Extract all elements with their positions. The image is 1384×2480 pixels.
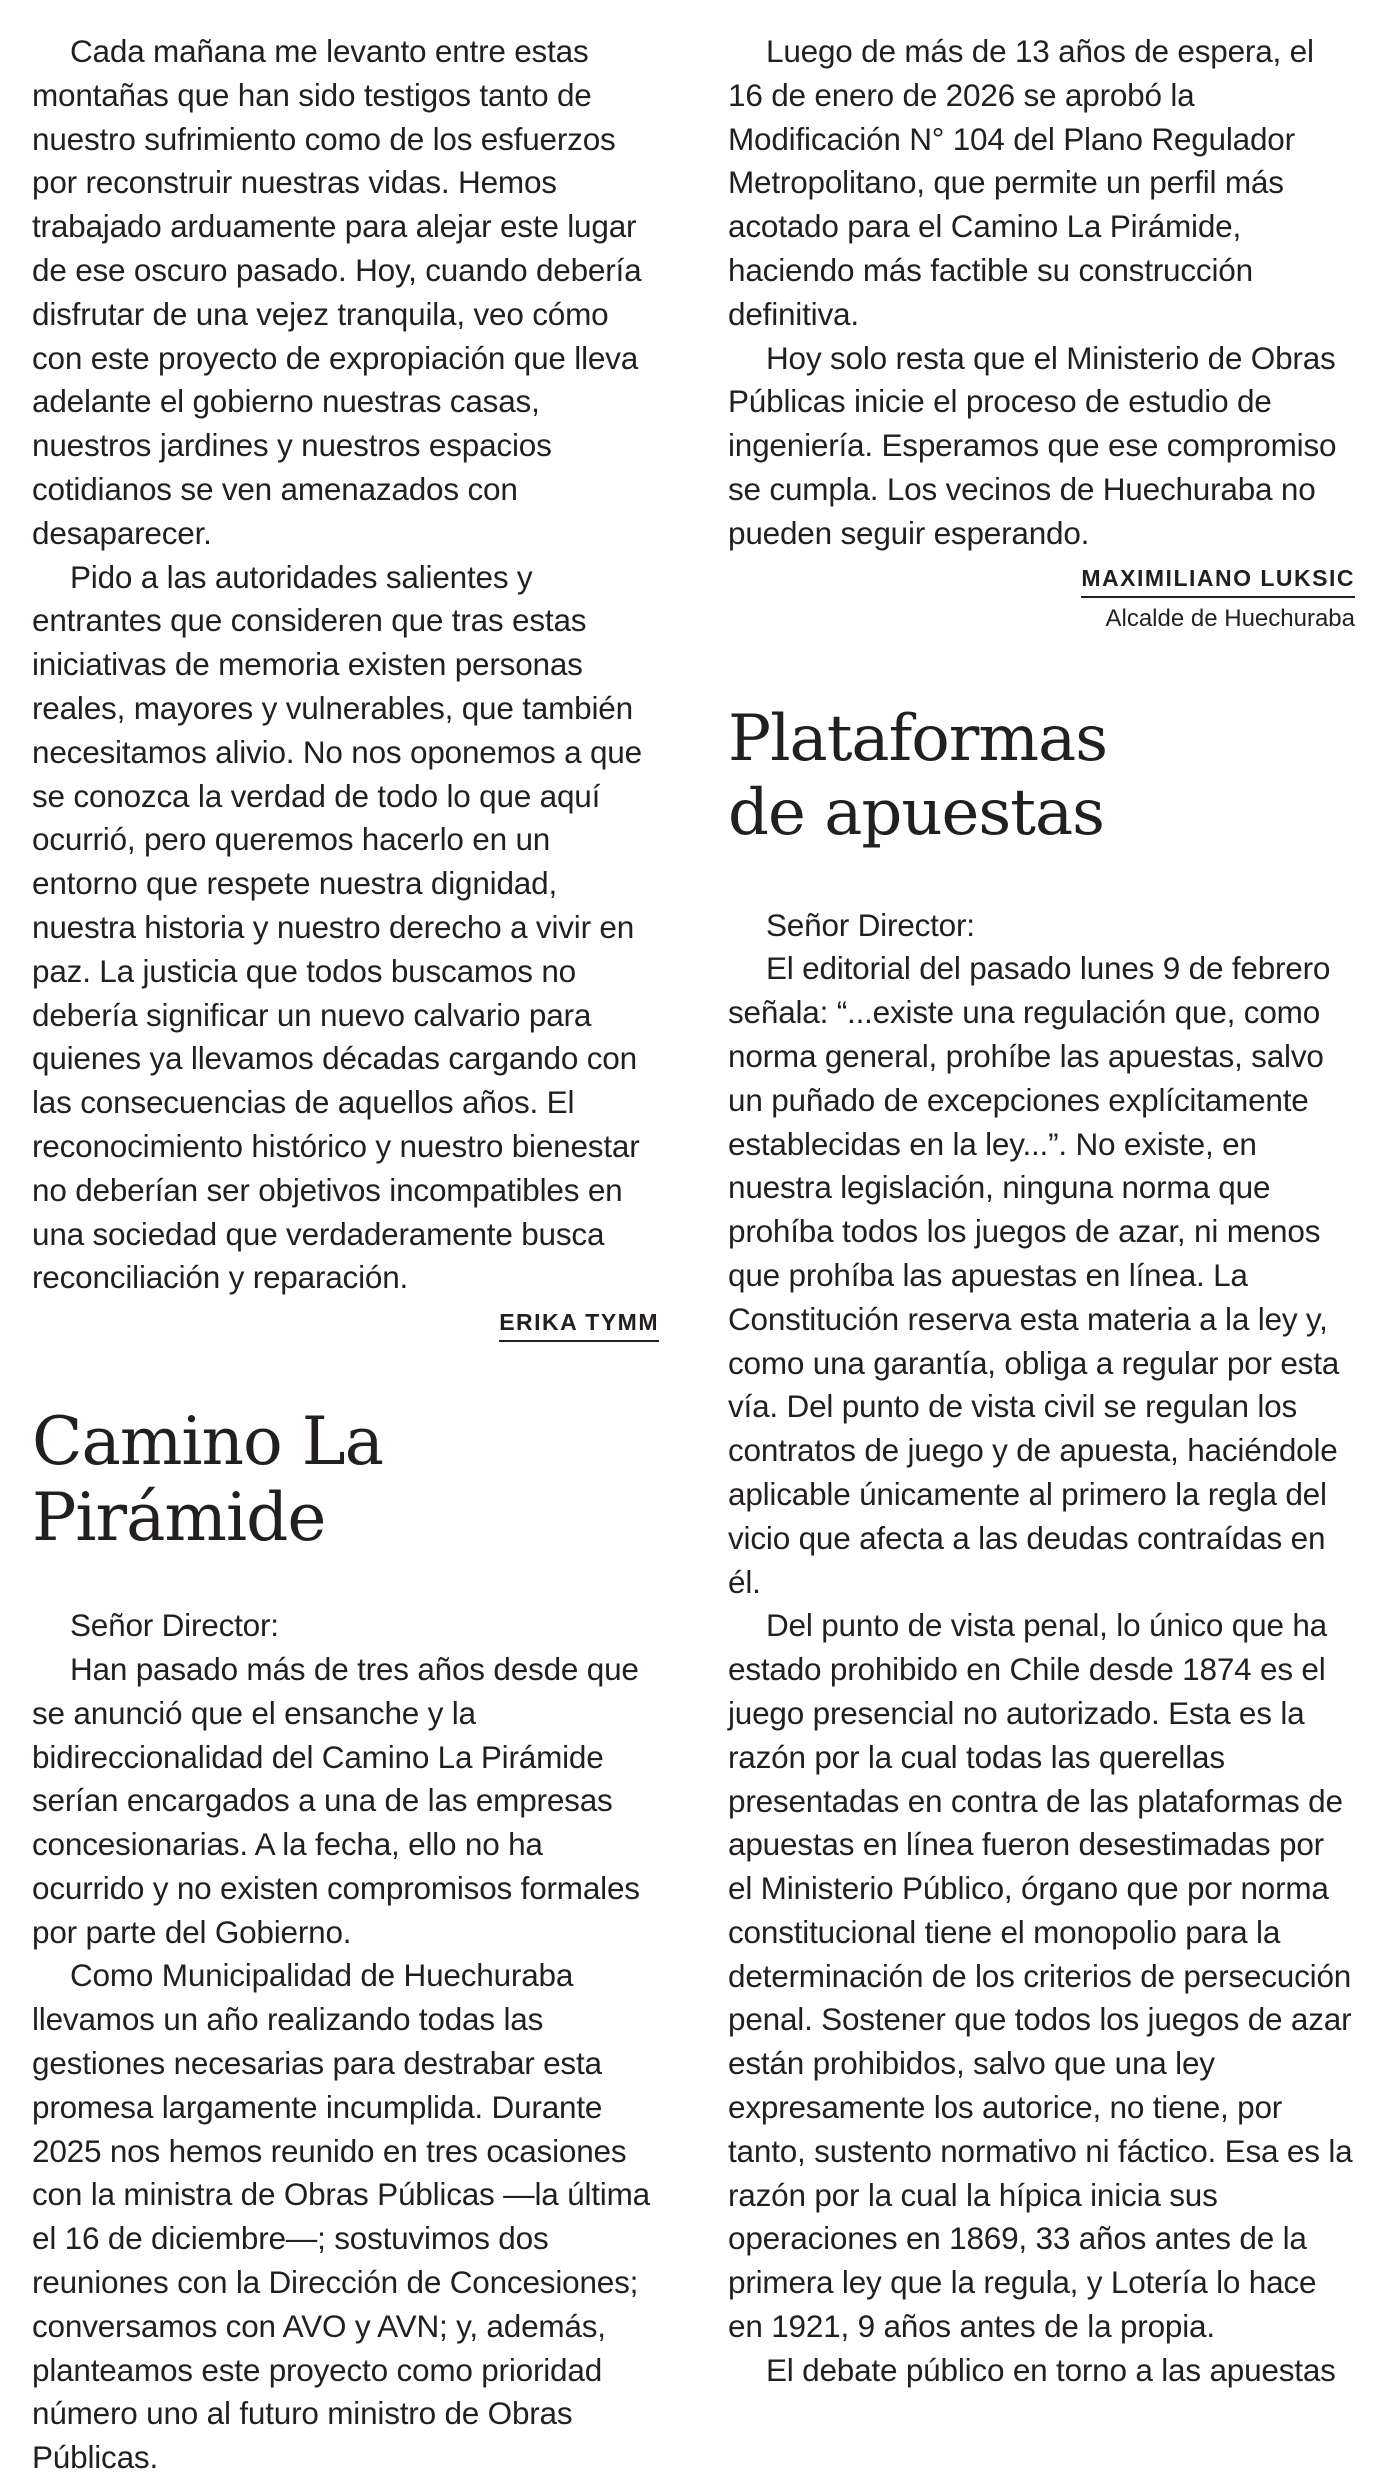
letter-salutation: Señor Director: (766, 906, 975, 943)
letter-paragraph: Hoy solo resta que el Ministerio de Obras Públicas inicie el proceso de estudio de ingeniería. Esperamos que ese compromiso se cumpla. Los vecinos de Huechuraba no pueden seguir esperando. (728, 339, 1337, 551)
letter-signature (32, 1306, 659, 1342)
right-column (728, 30, 1355, 2393)
letter-paragraph: Cada mañana me levanto entre estas montañas que han sido testigos tanto de nuestro sufrimiento como de los esfuerzos por reconstruir nuestras vidas. Hemos trabajado arduamente para alejar este lugar de ese oscuro pasado. Hoy, cuando debería disfrutar de una vejez tranquila, veo cómo con este proyecto de expropiación que lleva adelante el gobierno nuestras casas, nuestros jardines y nuestros espacios cotidianos se ven amenazados con desaparecer. (32, 33, 642, 551)
letter-camino-la-piramide (32, 1404, 659, 2480)
letter-memoria (32, 30, 659, 1342)
letter-paragraph: Han pasado más de tres años desde que se anunció que el ensanche y la bidireccionalidad del Camino La Pirámide serían encargados a una de las empresas concesionarias. A la fecha, ello no ha ocurrido y no existen compromisos formales por parte del Gobierno. (32, 1650, 640, 1950)
headline-plataformas-de-apuestas (728, 702, 1355, 850)
letter-paragraph: El debate público en torno a las apuestas (766, 2351, 1336, 2388)
letter-paragraph: Del punto de vista penal, lo único que ha estado prohibido en Chile desde 1874 es el juego presencial no autorizado. Esta es la razón por la cual todas las querellas presentadas en contra de las plataformas de apuestas en línea fueron desestimadas por el Ministerio Público, órgano que por norma constitucional tiene el monopolio para la determinación de los criterios de persecución penal. Sostener que todos los juegos de azar están prohibidos, salvo que una ley expresamente los autorice, no tiene, por tanto, sustento normativo ni fáctico. Esa es la razón por la cual la hípica inicia sus operaciones en 1869, 33 años antes de la primera ley que la regula, y Lotería lo hace en 1921, 9 años antes de la propia. (728, 1607, 1353, 2345)
headline-camino-la-piramide: Camino La Pirámide (32, 1403, 383, 1557)
headline-line: Plataformas (728, 701, 1108, 776)
headline-line: de apuestas (728, 775, 1104, 850)
signature-name: ERIKA TYMM (499, 1306, 659, 1342)
letter-camino-la-piramide-continued (728, 30, 1355, 636)
letter-plataformas-de-apuestas (728, 702, 1355, 2393)
letter-paragraph: Como Municipalidad de Huechuraba llevamos un año realizando todas las gestiones necesarias para destrabar esta promesa largamente incumplida. Durante 2025 nos hemos reunido en tres ocasiones con la ministra de Obras Públicas —la última el 16 de diciembre—; sostuvimos dos reuniones con la Dirección de Concesiones; conversamos con AVO y AVN; y, además, planteamos este proyecto como prioridad número uno al futuro ministro de Obras Públicas. (32, 1957, 650, 2476)
letter-paragraph: Luego de más de 13 años de espera, el 16 de enero de 2026 se aprobó la Modificación N° 104 del Plano Regulador Metropolitano, que permite un perfil más acotado para el Camino La Pirámide, haciendo más factible su construcción definitiva. (728, 33, 1314, 332)
signature-role: Alcalde de Huechuraba (1105, 604, 1355, 632)
letter-paragraph: El editorial del pasado lunes 9 de febrero señala: “...existe una regulación que, como norma general, prohíbe las apuestas, salvo un puñado de excepciones explícitamente establecidas en la ley...”. No existe, en nuestra legislación, ninguna norma que prohíba todos los juegos de azar, ni menos que prohíba las apuestas en línea. La Constitución reserva esta materia a la ley y, como una garantía, obliga a regular por esta vía. Del punto de vista civil se regulan los contratos de juego y de apuesta, haciéndole aplicable únicamente al primero la regla del vicio que afecta a las deudas contraídas en él. (728, 950, 1340, 1600)
signature-name: MAXIMILIANO LUKSIC (1081, 562, 1355, 598)
letter-paragraph: Pido a las autoridades salientes y entrantes que consideren que tras estas iniciativas de memoria existen personas reales, mayores y vulnerables, que también necesitamos alivio. No nos oponemos a que se conozca la verdad de todo lo que aquí ocurrió, pero queremos hacerlo en un entorno que respete nuestra dignidad, nuestra historia y nuestro derecho a vivir en paz. La justicia que todos buscamos no debería significar un nuevo calvario para quienes ya llevamos décadas cargando con las consecuencias de aquellos años. El reconocimiento histórico y nuestro bienestar no deberían ser objetivos incompatibles en una sociedad que verdaderamente busca reconciliación y reparación. (32, 558, 642, 1296)
letter-salutation: Señor Director: (70, 1607, 279, 1644)
left-column (32, 30, 659, 2480)
letter-signature (728, 562, 1355, 598)
